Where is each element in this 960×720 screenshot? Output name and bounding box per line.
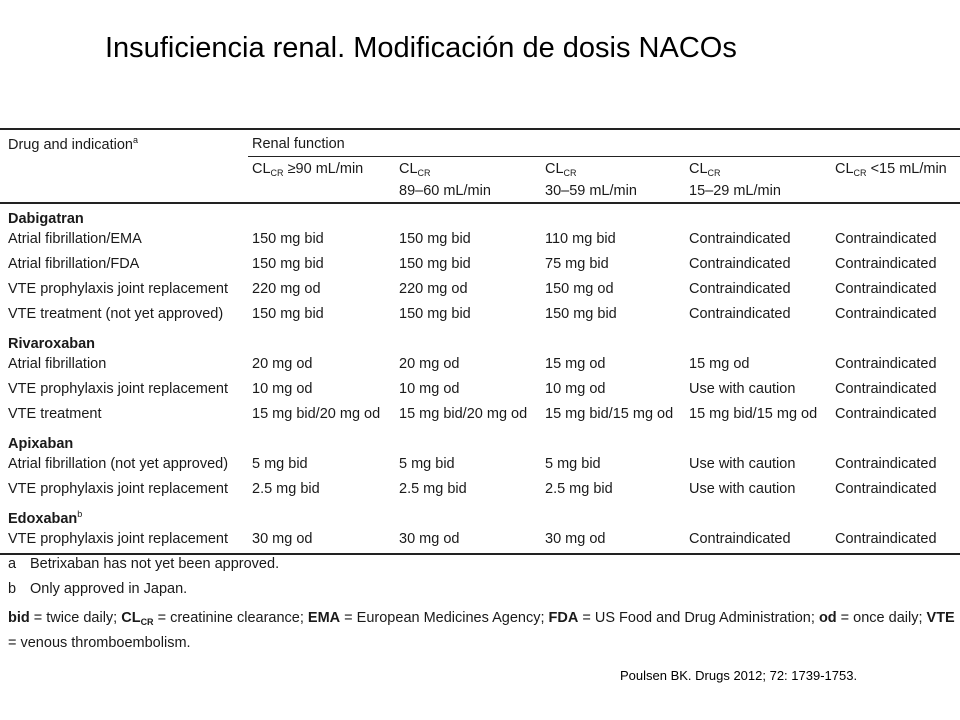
table-row	[0, 352, 960, 377]
dose-cell: 2.5 mg bid	[545, 481, 613, 497]
table-row	[0, 477, 960, 502]
dose-cell: Contraindicated	[835, 481, 937, 497]
dose-cell: 15 mg bid/20 mg od	[252, 406, 381, 422]
abbr-definition: = venous thromboembolism.	[8, 635, 191, 651]
drug-group-apixaban: Apixaban	[8, 436, 74, 452]
footnote-a: a Betrixaban has not yet been approved.	[8, 556, 280, 572]
dose-cell: 10 mg od	[545, 381, 606, 397]
dose-cell: Use with caution	[689, 456, 796, 472]
indication-cell: VTE treatment (not yet approved)	[8, 306, 224, 322]
dose-cell: 15 mg od	[689, 356, 750, 372]
dose-cell: Contraindicated	[835, 456, 937, 472]
table-row	[0, 402, 960, 427]
dose-cell: Contraindicated	[835, 356, 937, 372]
indication-cell: Atrial fibrillation/FDA	[8, 256, 140, 272]
table-row	[0, 302, 960, 327]
dose-cell: 10 mg od	[399, 381, 460, 397]
dose-cell: 15 mg bid/15 mg od	[689, 406, 818, 422]
dose-cell: 30 mg od	[252, 531, 313, 547]
citation: Poulsen BK. Drugs 2012; 72: 1739-1753.	[620, 668, 858, 683]
dose-cell: 150 mg bid	[252, 231, 324, 247]
dose-cell: 150 mg bid	[399, 306, 471, 322]
indication-cell: VTE treatment	[8, 406, 102, 422]
abbr-definition: = creatinine clearance;	[153, 610, 308, 626]
column-header-1: $CL_{CR} \ge 90$ mL/min	[252, 161, 364, 178]
column-header-3: $CL_{CR}$ 30–59 mL/min	[545, 161, 637, 199]
dose-cell: 20 mg od	[399, 356, 460, 372]
slide-title: Insuficiencia renal. Modificación de dosis NACOs	[105, 32, 737, 64]
indication-cell: Atrial fibrillation/EMA	[8, 231, 142, 247]
abbr-term: FDA	[548, 610, 579, 626]
dose-cell: Contraindicated	[835, 256, 937, 272]
abbr-term: bid	[8, 610, 30, 626]
abbr-definition: = once daily;	[836, 610, 927, 626]
table-top-rule	[0, 128, 960, 130]
table-row	[0, 452, 960, 477]
column-header-4: $CL_{CR}$ 15–29 mL/min	[689, 161, 781, 199]
abbr-term: EMA	[307, 610, 341, 626]
abbreviations	[8, 608, 960, 654]
drug-indication-header: Drug and indication$^a$	[8, 135, 138, 153]
indication-cell: VTE prophylaxis joint replacement	[8, 531, 229, 547]
indication-cell: VTE prophylaxis joint replacement	[8, 381, 229, 397]
table-row	[0, 252, 960, 277]
table-row	[0, 227, 960, 252]
abbr-term: VTE	[926, 610, 955, 626]
dose-cell: Use with caution	[689, 481, 796, 497]
dose-cell: Contraindicated	[689, 531, 791, 547]
indication-cell: VTE prophylaxis joint replacement	[8, 481, 229, 497]
table-bottom-rule	[0, 553, 960, 555]
dose-cell: Contraindicated	[689, 231, 791, 247]
dose-cell: Use with caution	[689, 381, 796, 397]
dose-cell: 15 mg bid/15 mg od	[545, 406, 674, 422]
abbr-term: $CL_{CR}$	[121, 610, 154, 627]
abbr-definition: = US Food and Drug Administration;	[578, 610, 819, 626]
dose-cell: 150 mg bid	[252, 306, 324, 322]
drug-group-rivaroxaban: Rivaroxaban	[8, 336, 96, 352]
dose-cell: Contraindicated	[689, 306, 791, 322]
dose-cell: 15 mg od	[545, 356, 606, 372]
dose-cell: Contraindicated	[689, 281, 791, 297]
column-header-2: $CL_{CR}$ 89–60 mL/min	[399, 161, 491, 199]
dose-cell: Contraindicated	[835, 231, 937, 247]
dose-cell: 150 mg bid	[399, 231, 471, 247]
dose-cell: 5 mg bid	[545, 456, 601, 472]
abbr-definition: = European Medicines Agency;	[340, 610, 549, 626]
indication-cell: Atrial fibrillation (not yet approved)	[8, 456, 229, 472]
dose-cell: 75 mg bid	[545, 256, 609, 272]
dose-cell: Contraindicated	[835, 381, 937, 397]
dose-cell: Contraindicated	[835, 531, 937, 547]
footnote-b: b Only approved in Japan.	[8, 581, 188, 597]
dose-cell: 5 mg bid	[252, 456, 308, 472]
dose-cell: 5 mg bid	[399, 456, 455, 472]
dose-cell: 2.5 mg bid	[252, 481, 320, 497]
dose-cell: Contraindicated	[835, 406, 937, 422]
indication-cell: Atrial fibrillation	[8, 356, 107, 372]
dose-cell: Contraindicated	[689, 256, 791, 272]
dose-cell: 15 mg bid/20 mg od	[399, 406, 528, 422]
dose-cell: 2.5 mg bid	[399, 481, 467, 497]
drug-group-dabigatran: Dabigatran	[8, 211, 84, 227]
drug-group-edoxaban: Edoxaban$^b$	[8, 509, 83, 527]
dose-cell: Contraindicated	[835, 281, 937, 297]
abbr-term: od	[818, 610, 837, 626]
renal-function-rule	[248, 156, 960, 157]
dose-cell: 150 mg od	[545, 281, 614, 297]
column-header-5: $CL_{CR} <15$ mL/min	[835, 161, 947, 178]
renal-function-header: Renal function	[252, 136, 345, 152]
dose-cell: 30 mg od	[399, 531, 460, 547]
dose-cell: 220 mg od	[399, 281, 468, 297]
dose-cell: Contraindicated	[835, 306, 937, 322]
indication-cell: VTE prophylaxis joint replacement	[8, 281, 229, 297]
dose-cell: 220 mg od	[252, 281, 321, 297]
dose-cell: 150 mg bid	[252, 256, 324, 272]
table-row	[0, 277, 960, 302]
dose-cell: 20 mg od	[252, 356, 313, 372]
dose-cell: 10 mg od	[252, 381, 313, 397]
dose-cell: 150 mg bid	[545, 306, 617, 322]
dose-cell: 30 mg od	[545, 531, 606, 547]
dose-cell: 150 mg bid	[399, 256, 471, 272]
dose-cell: 110 mg bid	[545, 231, 616, 247]
table-row	[0, 527, 960, 552]
table-row	[0, 377, 960, 402]
abbr-definition: = twice daily;	[29, 610, 122, 626]
